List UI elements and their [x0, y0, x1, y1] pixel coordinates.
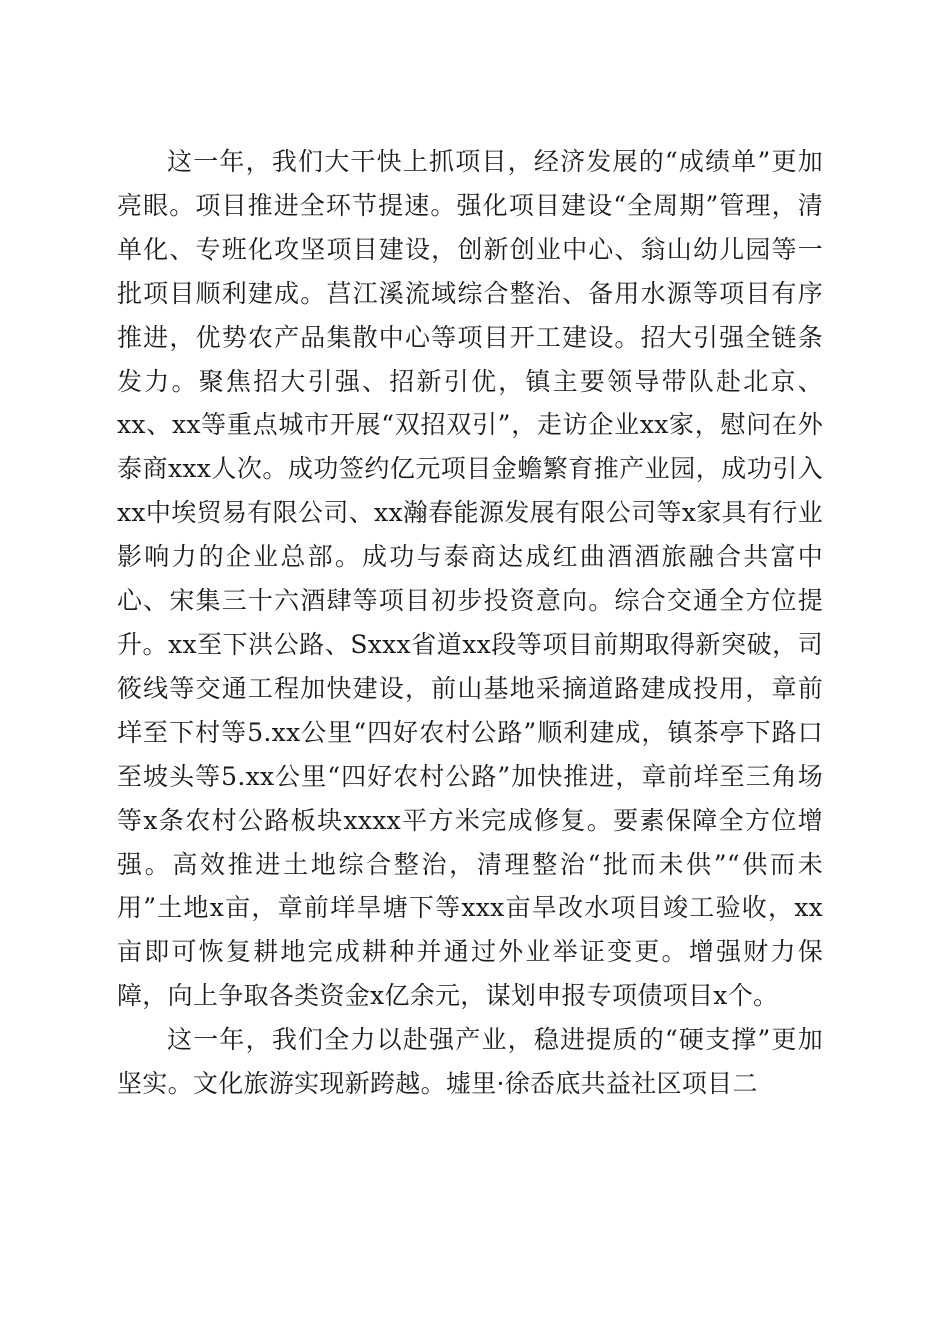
document-body	[117, 140, 823, 1106]
paragraph-2: 这一年，我们全力以赴强产业，稳进提质的“硬支撑”更加坚实。文化旅游实现新跨越。墟里·徐岙底共益社区项目二	[117, 1025, 823, 1099]
paragraph-1: 这一年，我们大干快上抓项目，经济发展的“成绩单”更加亮眼。项目推进全环节提速。强化项目建设“全周期”管理，清单化、专班化攻坚项目建设，创新创业中心、翁山幼儿园等一批项目顺利建成。莒江溪流域综合整治、备用水源等项目有序推进，优势农产品集散中心等项目开工建设。招大引强全链条发力。聚焦招大引强、招新引优，镇主要领导带队赴北京、xx、xx等重点城市开展“双招双引”，走访企业xx家，慰问在外泰商xxx人次。成功签约亿元项目金蟾繁育推产业园，成功引入xx中埃贸易有限公司、xx瀚春能源发展有限公司等x家具有行业影响力的企业总部。成功与泰商达成红曲酒酒旅融合共富中心、宋集三十六酒肆等项目初步投资意向。综合交通全方位提升。xx至下洪公路、Sxxx省道xx段等项目前期取得新突破，司筱线等交通工程加快建设，前山基地采摘道路建成投用，章前垟至下村等5.xx公里“四好农村公路”顺利建成，镇茶亭下路口至坡头等5.xx公里“四好农村公路”加快推进，章前垟至三角场等x条农村公路板块xxxx平方米完成修复。要素保障全方位增强。高效推进土地综合整治，清理整治“批而未供”“供而未用”土地x亩，章前垟旱塘下等xxx亩旱改水项目竣工验收，xx亩即可恢复耕地完成耕种并通过外业举证变更。增强财力保障，向上争取各类资金x亿余元，谋划申报专项债项目x个。	[117, 147, 823, 1011]
